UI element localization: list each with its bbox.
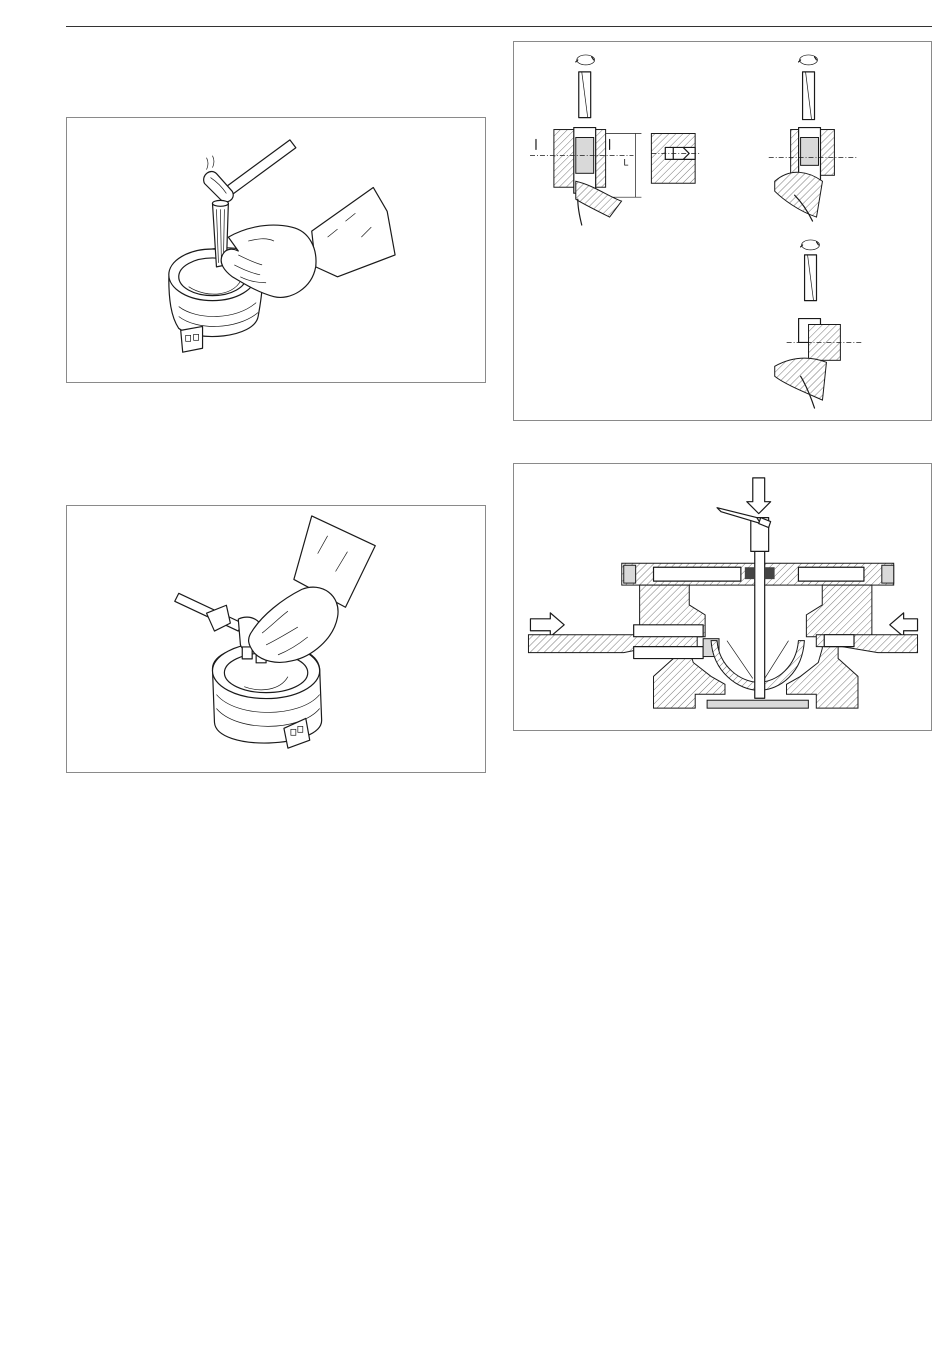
figure-valve-cross-section bbox=[513, 463, 932, 731]
operator-hand bbox=[249, 516, 376, 662]
arrow-left-icon bbox=[890, 613, 918, 637]
figure-hammer-driving-tool bbox=[66, 117, 486, 383]
header-rule bbox=[66, 26, 932, 27]
cross-section-diagram bbox=[514, 464, 931, 730]
hammer-tool-illustration bbox=[67, 118, 485, 382]
operator-hand bbox=[221, 187, 395, 297]
spanner-illustration bbox=[67, 506, 485, 772]
sketch-view-a bbox=[530, 55, 699, 225]
figure-seat-lapping-sketches bbox=[513, 41, 932, 421]
stem-and-lever bbox=[707, 508, 808, 708]
arrow-down-icon bbox=[747, 478, 771, 514]
dimension-l-label: L bbox=[623, 157, 629, 168]
hammer bbox=[204, 140, 296, 202]
spanner bbox=[175, 593, 266, 662]
arrow-right-icon bbox=[530, 613, 564, 637]
lapping-sketch-diagram bbox=[514, 42, 931, 420]
sketch-view-b bbox=[769, 55, 857, 221]
sketch-view-c bbox=[775, 240, 863, 408]
figure-spanner-seat-ring bbox=[66, 505, 486, 773]
